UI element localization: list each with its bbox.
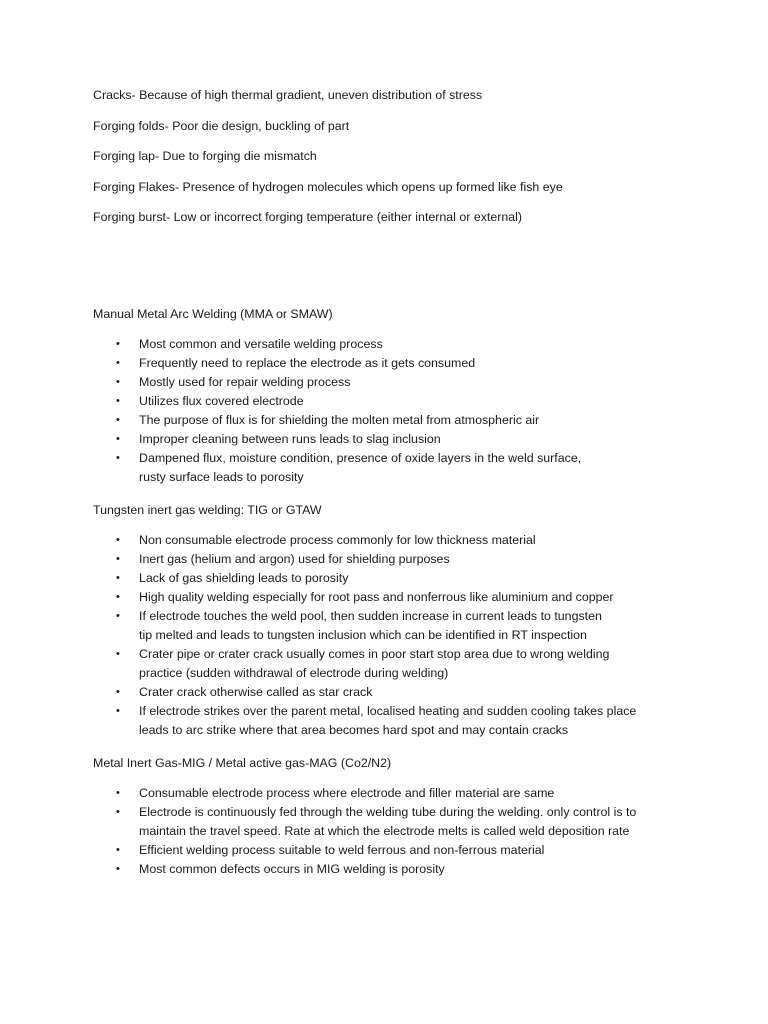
list-item-text: Crater crack otherwise called as star crack — [139, 685, 373, 699]
list-item — [93, 354, 733, 373]
section-smaw — [93, 305, 733, 487]
bullet-icon: • — [116, 338, 120, 350]
bullet-icon: • — [116, 376, 120, 388]
bullet-icon: • — [116, 357, 120, 369]
section-mig-mag — [93, 754, 733, 879]
bullet-icon: • — [116, 705, 120, 717]
welding-sections — [93, 305, 733, 893]
bullet-icon: • — [116, 534, 120, 546]
list-item — [93, 803, 733, 841]
list-item-text: Inert gas (helium and argon) used for shielding purposes — [139, 552, 450, 566]
bullet-icon: • — [116, 610, 120, 622]
list-item — [93, 430, 733, 449]
list-item-text: If electrode strikes over the parent metal, localised heating and sudden cooling takes place leads to arc strike where that area becomes hard spot and may contain cracks — [139, 704, 637, 737]
list-item-text: High quality welding especially for root pass and nonferrous like aluminium and copper — [139, 590, 614, 604]
bullet-icon: • — [116, 844, 120, 856]
list-item — [93, 588, 733, 607]
list-item — [93, 449, 733, 487]
bullet-icon: • — [116, 414, 120, 426]
section-tig — [93, 501, 733, 740]
section-title: Metal Inert Gas-MIG / Metal active gas-MAG (Co2/N2) — [93, 756, 392, 770]
list-item-text: Consumable electrode process where electrode and filler material are same — [139, 786, 555, 800]
bullet-icon: • — [116, 591, 120, 603]
bullet-list — [93, 784, 733, 879]
list-item — [93, 702, 733, 740]
list-item-text: Electrode is continuously fed through the welding tube during the welding. only control is to maintain the travel speed. Rate at which the electrode melts is called weld deposition rate — [139, 805, 637, 838]
intro-line-forging-flakes: Forging Flakes- Presence of hydrogen molecules which opens up formed like fish eye — [93, 179, 563, 194]
list-item — [93, 392, 733, 411]
list-item — [93, 550, 733, 569]
list-item-text: Improper cleaning between runs leads to slag inclusion — [139, 432, 441, 446]
list-item-text: Frequently need to replace the electrode as it gets consumed — [139, 356, 476, 370]
list-item-text: Non consumable electrode process commonly for low thickness material — [139, 533, 536, 547]
section-title: Manual Metal Arc Welding (MMA or SMAW) — [93, 307, 333, 321]
list-item-text: Crater pipe or crater crack usually comes in poor start stop area due to wrong welding practice (sudden withdrawal of electrode during welding) — [139, 647, 610, 680]
section-title: Tungsten inert gas welding: TIG or GTAW — [93, 503, 322, 517]
list-item-text: The purpose of flux is for shielding the molten metal from atmospheric air — [139, 413, 540, 427]
list-item-text: Most common defects occurs in MIG welding is porosity — [139, 862, 445, 876]
bullet-icon: • — [116, 806, 120, 818]
bullet-icon: • — [116, 572, 120, 584]
bullet-list — [93, 335, 733, 487]
bullet-list — [93, 531, 733, 740]
list-item-text: If electrode touches the weld pool, then sudden increase in current leads to tungsten tip melted and leads to tungsten inclusion which can be identified in RT inspection — [139, 609, 602, 642]
forging-defects-list — [93, 86, 733, 227]
list-item — [93, 784, 733, 803]
bullet-icon: • — [116, 686, 120, 698]
list-item-text: Lack of gas shielding leads to porosity — [139, 571, 349, 585]
bullet-icon: • — [116, 648, 120, 660]
list-item-text: Dampened flux, moisture condition, presence of oxide layers in the weld surface, rusty surface leads to porosity — [139, 451, 582, 484]
list-item-text: Efficient welding process suitable to weld ferrous and non-ferrous material — [139, 843, 545, 857]
intro-line-forging-lap: Forging lap- Due to forging die mismatch — [93, 149, 317, 163]
list-item — [93, 841, 733, 860]
list-item — [93, 683, 733, 702]
list-item — [93, 373, 733, 392]
list-item — [93, 411, 733, 430]
bullet-icon: • — [116, 433, 120, 445]
list-item-text: Most common and versatile welding process — [139, 337, 383, 351]
intro-line-forging-folds: Forging folds- Poor die design, buckling of part — [93, 118, 350, 133]
list-item — [93, 335, 733, 354]
intro-line-cracks: Cracks- Because of high thermal gradient, uneven distribution of stress — [93, 88, 483, 102]
bullet-icon: • — [116, 553, 120, 565]
bullet-icon: • — [116, 395, 120, 407]
list-item — [93, 569, 733, 588]
bullet-icon: • — [116, 452, 120, 464]
bullet-icon: • — [116, 787, 120, 799]
intro-line-forging-burst: Forging burst- Low or incorrect forging temperature (either internal or external) — [93, 210, 523, 224]
bullet-icon: • — [116, 863, 120, 875]
list-item-text: Mostly used for repair welding process — [139, 375, 351, 389]
list-item — [93, 607, 733, 645]
list-item — [93, 531, 733, 550]
list-item — [93, 860, 733, 879]
list-item-text: Utilizes flux covered electrode — [139, 394, 304, 408]
list-item — [93, 645, 733, 683]
